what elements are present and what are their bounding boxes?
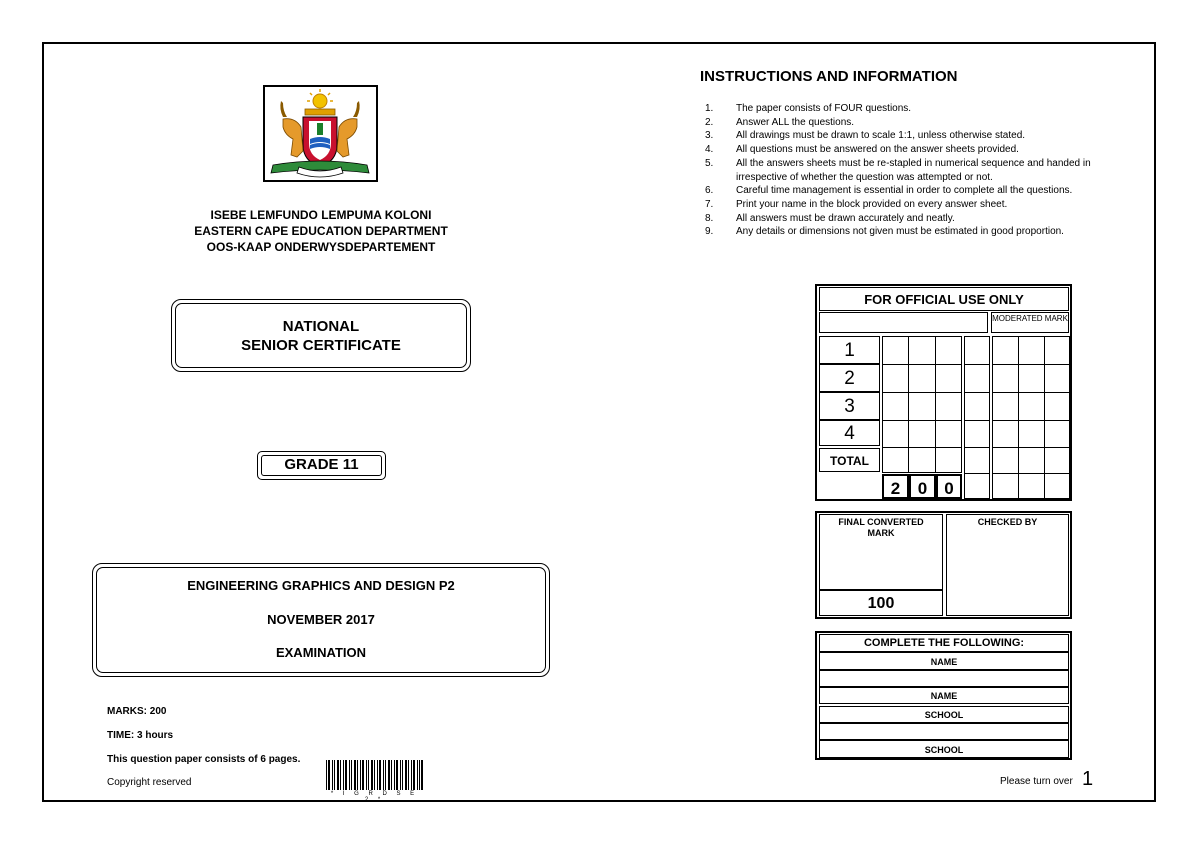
pages-text: This question paper consists of 6 pages. <box>107 754 301 765</box>
checked-by-label: CHECKED BY <box>946 514 1069 616</box>
name-label-top: NAME <box>819 652 1069 670</box>
name-field[interactable] <box>819 670 1069 687</box>
mark-grid-3 <box>992 336 1070 499</box>
instruction-item: 7. Print your name in the block provided on every answer sheet. <box>705 198 1008 210</box>
total-digit: 2 <box>882 474 909 499</box>
school-label-top: SCHOOL <box>819 706 1069 723</box>
grade-label: GRADE 11 <box>284 456 359 473</box>
instructions-title: INSTRUCTIONS AND INFORMATION <box>700 68 958 85</box>
coat-of-arms-logo <box>263 85 378 182</box>
instruction-item: 1. The paper consists of FOUR questions. <box>705 103 912 114</box>
mark-grid-1 <box>882 336 962 473</box>
official-use-title: FOR OFFICIAL USE ONLY <box>819 287 1069 311</box>
please-turn-over: Please turn over <box>1000 776 1073 787</box>
department-block <box>171 207 471 255</box>
copyright-text: Copyright reserved <box>107 777 192 788</box>
name-label-bottom: NAME <box>819 687 1069 704</box>
question-number-cell: 3 <box>819 392 880 420</box>
page-number: 1 <box>1082 768 1094 790</box>
exam-date: NOVEMBER 2017 <box>267 612 375 627</box>
instruction-item: 6. Careful time management is essential in order to complete all the questions. <box>705 185 1073 197</box>
subject-box <box>92 563 550 677</box>
department-line-afrikaans: OOS-KAAP ONDERWYSDEPARTEMENT <box>206 240 436 254</box>
certificate-line-2: SENIOR CERTIFICATE <box>241 337 401 354</box>
department-line-english: EASTERN CAPE EDUCATION DEPARTMENT <box>194 224 448 238</box>
final-converted-value: 100 <box>819 590 943 616</box>
instruction-item: 3. All drawings must be drawn to scale 1:1, unless otherwise stated. <box>705 130 1026 142</box>
instruction-item: 5. All the answers sheets must be re-stapled in numerical sequence and handed in irrespective of whether the question was attempted or not. <box>705 157 1091 183</box>
total-digit: 0 <box>936 474 962 499</box>
total-label: TOTAL <box>819 448 880 472</box>
mark-grid-2 <box>964 336 990 499</box>
instruction-item: 8. All answers must be drawn accurately and neatly. <box>705 212 955 224</box>
certificate-box <box>171 299 471 372</box>
school-field[interactable] <box>819 723 1069 740</box>
subject-title: ENGINEERING GRAPHICS AND DESIGN P2 <box>187 578 455 593</box>
grade-box <box>257 451 386 480</box>
instructions-list <box>705 102 1135 239</box>
question-number-cell: 2 <box>819 364 880 392</box>
question-number-cell: 1 <box>819 336 880 364</box>
exam-type: EXAMINATION <box>275 645 367 660</box>
instruction-item: 9. Any details or dimensions not given must be estimated in good proportion. <box>705 226 1064 238</box>
question-number-cell: 4 <box>819 420 880 446</box>
instruction-item: 4. All questions must be answered on the answer sheets provided. <box>705 144 1019 156</box>
barcode-text: * I G R D S E 2 * <box>330 791 419 803</box>
barcode <box>326 760 423 803</box>
complete-title: COMPLETE THE FOLLOWING: <box>819 634 1069 652</box>
instruction-item: 2. Answer ALL the questions. <box>705 116 855 128</box>
school-label-bottom: SCHOOL <box>819 740 1069 758</box>
time-text: TIME: 3 hours <box>107 730 174 741</box>
department-line-xhosa: ISEBE LEMFUNDO LEMPUMA KOLONI <box>210 208 432 222</box>
total-digit: 0 <box>909 474 936 499</box>
marks-text: MARKS: 200 <box>107 706 167 717</box>
official-blank-cell <box>819 312 988 333</box>
moderated-mark-label: MODERATED MARK <box>991 312 1069 333</box>
certificate-line-1: NATIONAL <box>282 318 360 335</box>
final-converted-label: FINAL CONVERTED MARK <box>819 514 943 590</box>
